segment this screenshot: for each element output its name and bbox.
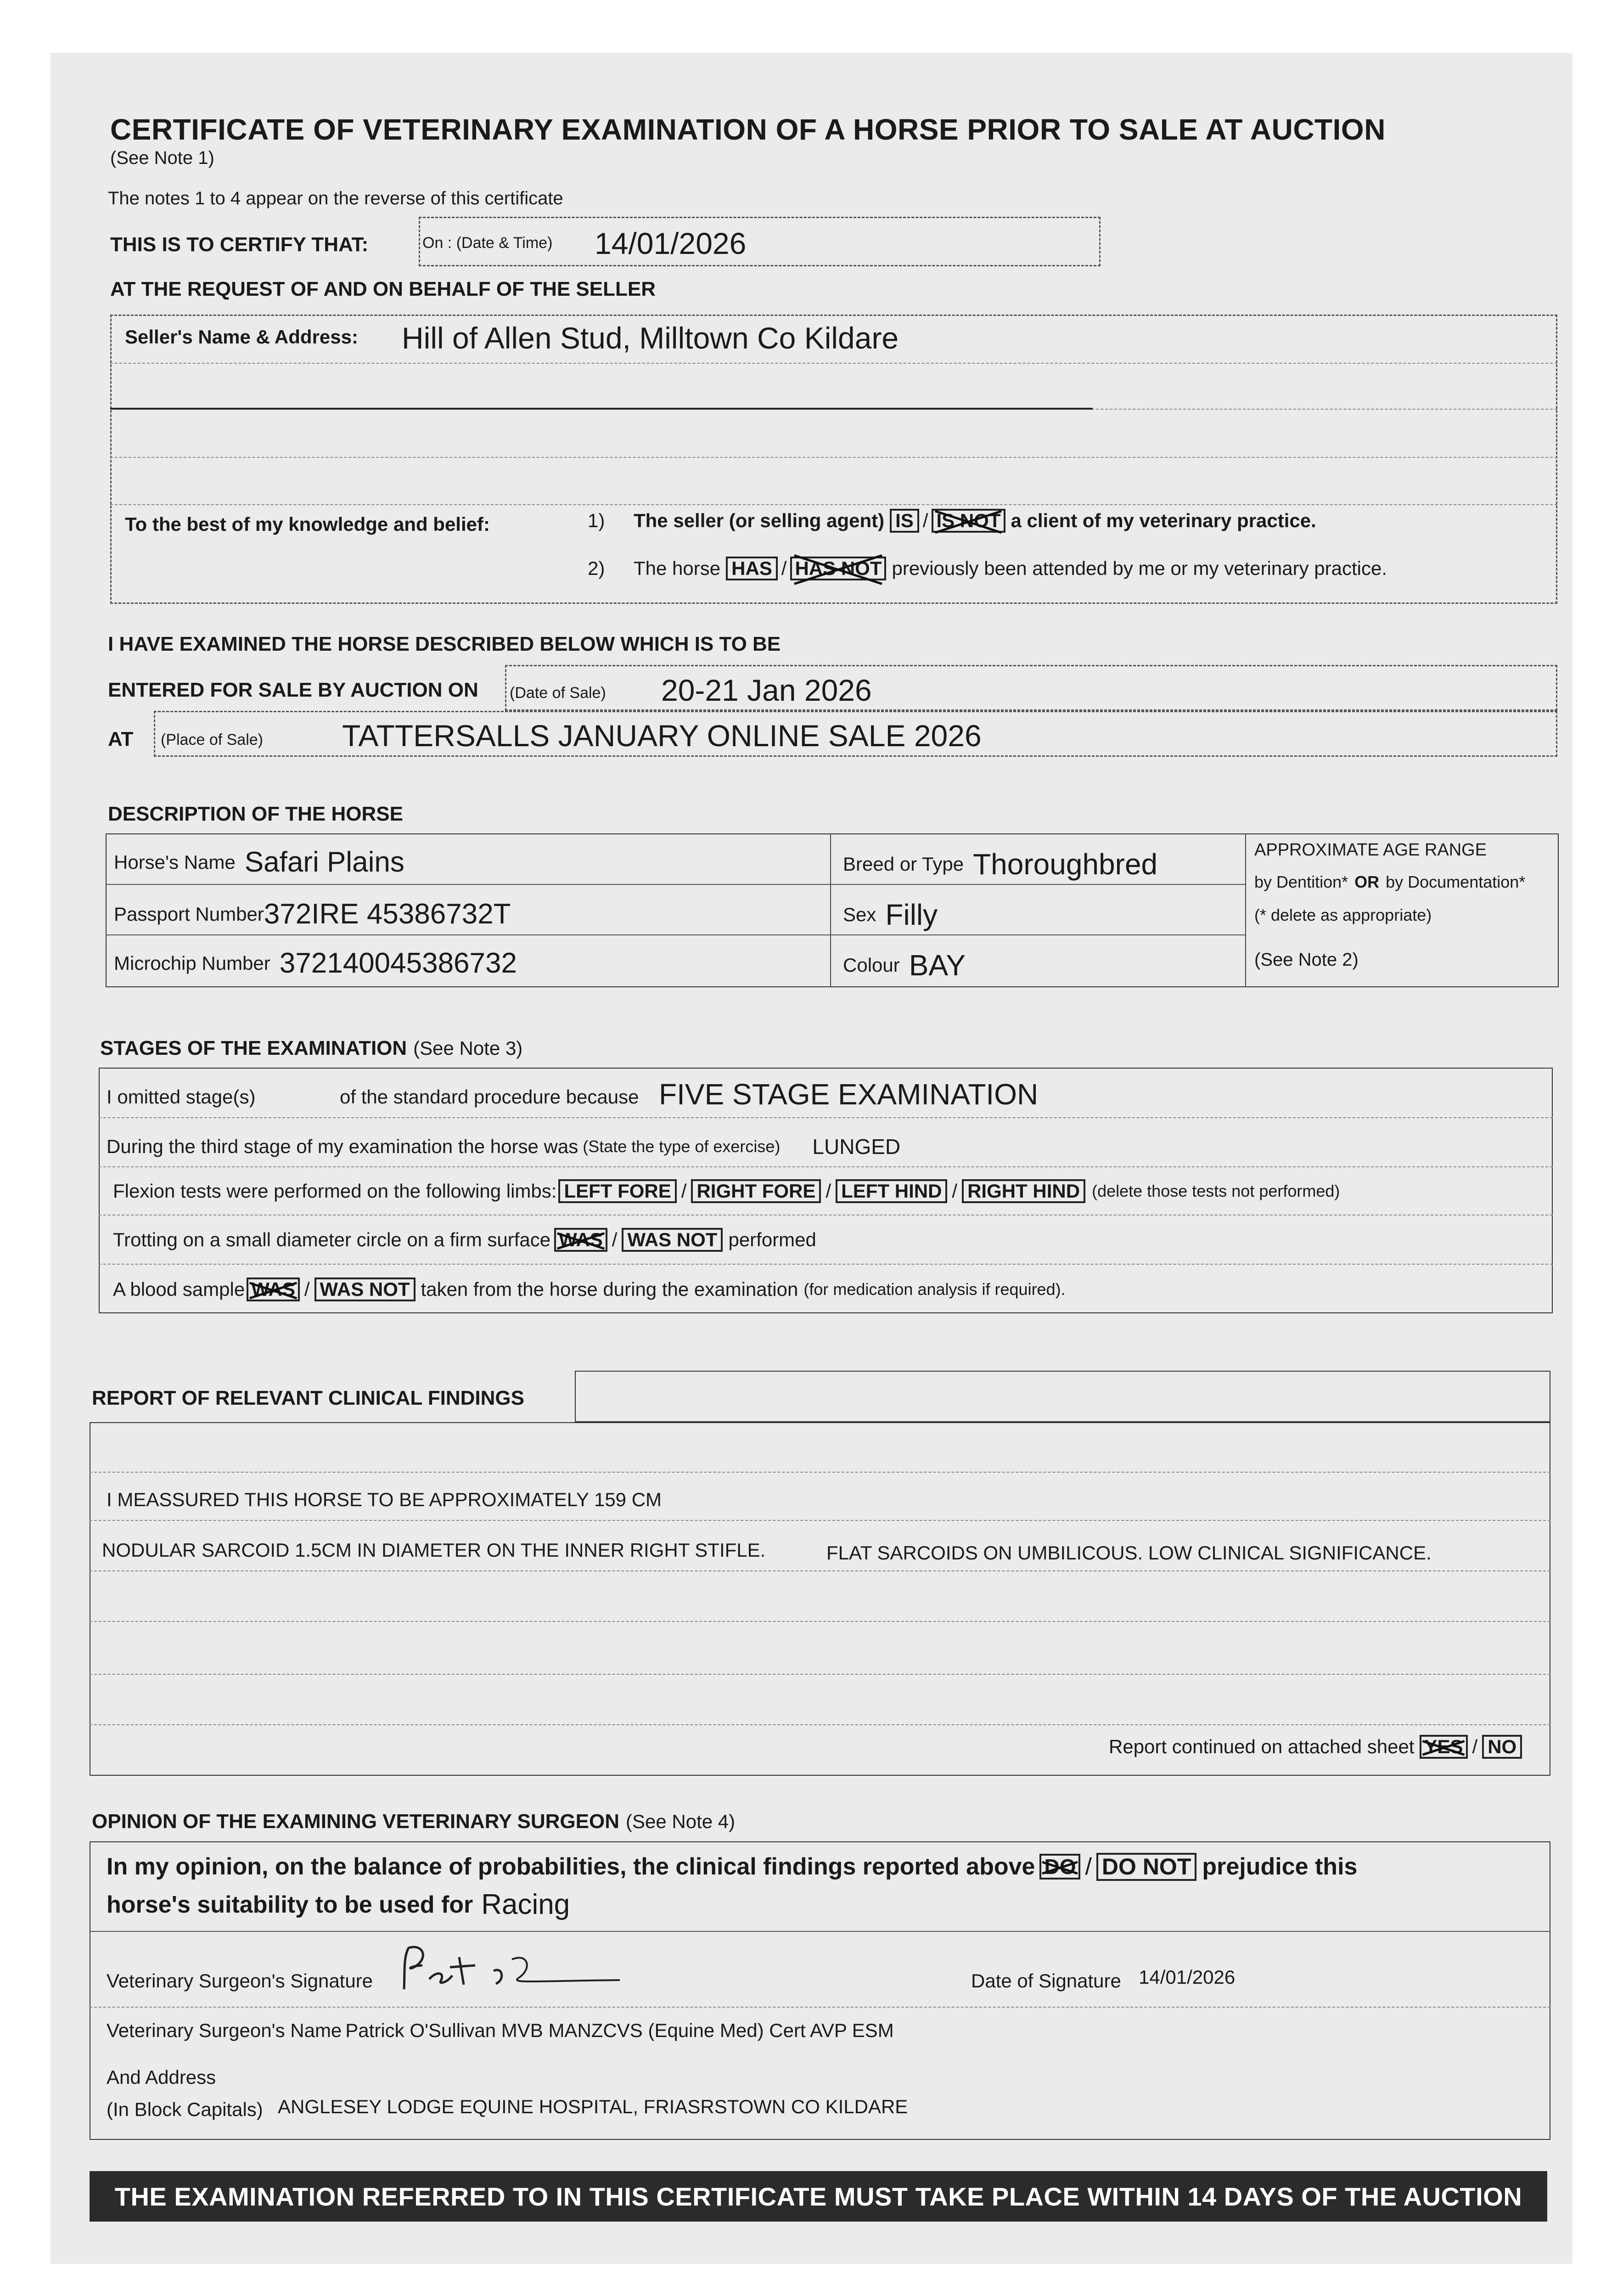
breed-value[interactable]: Thoroughbred (973, 848, 1158, 881)
opinion-line-1 (107, 1853, 1357, 1881)
third-stage-row (107, 1134, 900, 1159)
report-continued-row (1109, 1735, 1522, 1759)
flexion-label: Flexion tests were performed on the following limbs: (113, 1180, 557, 1202)
attended-has-option[interactable]: HAS (726, 557, 778, 580)
omitted-mid: of the standard procedure because (340, 1086, 639, 1108)
report-line-1[interactable]: I MEASSURED THIS HORSE TO BE APPROXIMATELY 159 CM (107, 1489, 662, 1510)
statement-1 (588, 509, 1316, 533)
breed-label: Breed or Type (843, 853, 964, 875)
client-isnot-option[interactable]: IS NOT (932, 509, 1005, 533)
certify-label: THIS IS TO CERTIFY THAT: (110, 233, 369, 256)
omitted-value[interactable]: FIVE STAGE EXAMINATION (659, 1078, 1039, 1111)
third-stage-small: (State the type of exercise) (583, 1137, 781, 1156)
surgeon-name-row (107, 2020, 894, 2042)
blood-suffix: taken from the horse during the examination (421, 1278, 798, 1300)
colour-value[interactable]: BAY (909, 949, 966, 982)
stages-heading-row (100, 1037, 522, 1060)
horse-name-label: Horse's Name (114, 851, 236, 873)
sep: / (826, 1180, 831, 1202)
colour-label: Colour (843, 954, 900, 976)
passport-value[interactable]: 372IRE 45386732T (264, 898, 511, 930)
opinion-heading: OPINION OF THE EXAMINING VETERINARY SURGEON (92, 1810, 620, 1833)
opinion-donot-option[interactable]: DO NOT (1096, 1853, 1196, 1881)
continued-no-option[interactable]: NO (1482, 1735, 1522, 1759)
blood-was-option[interactable]: WAS (247, 1277, 300, 1301)
statement-2-prefix: The horse (634, 557, 721, 580)
opinion-text-a: In my opinion, on the balance of probabilities, the clinical findings reported above (107, 1853, 1035, 1880)
trotting-label: Trotting on a small diameter circle on a firm surface (113, 1229, 551, 1251)
seller-label: Seller's Name & Address: (125, 326, 358, 348)
flexion-note: (delete those tests not performed) (1092, 1182, 1340, 1201)
third-stage-label: During the third stage of my examination the horse was (107, 1136, 578, 1157)
report-header-box (575, 1371, 1550, 1422)
age-see-note: (See Note 2) (1254, 950, 1359, 970)
statement-1-prefix: The seller (or selling agent) (634, 510, 885, 532)
opinion-note: (See Note 4) (626, 1811, 736, 1832)
age-or: OR (1354, 872, 1380, 891)
description-heading: DESCRIPTION OF THE HORSE (108, 803, 403, 825)
attended-hasnot-option[interactable]: HAS NOT (790, 557, 886, 580)
statement-1-num: 1) (588, 510, 605, 532)
surgeon-name-label: Veterinary Surgeon's Name (107, 2020, 342, 2041)
report-line-2b[interactable]: FLAT SARCOIDS ON UMBILICOUS. LOW CLINICAL SIGNIFICANCE. (826, 1542, 1432, 1564)
examined-line: I HAVE EXAMINED THE HORSE DESCRIBED BELOW WHICH IS TO BE (108, 633, 781, 655)
breed-row (843, 847, 1157, 881)
sep: / (612, 1229, 618, 1251)
address-label: And Address (107, 2066, 216, 2088)
opinion-do-option[interactable]: DO (1039, 1854, 1080, 1880)
sale-date-value[interactable]: 20-21 Jan 2026 (661, 673, 872, 707)
sale-date-label: (Date of Sale) (510, 684, 606, 702)
limb-right-hind[interactable]: RIGHT HIND (962, 1179, 1085, 1203)
see-note-1: (See Note 1) (110, 148, 214, 168)
opinion-purpose[interactable]: Racing (481, 1889, 570, 1920)
sex-value[interactable]: Filly (885, 898, 938, 931)
blood-wasnot-option[interactable]: WAS NOT (314, 1277, 416, 1301)
blood-label: A blood sample (113, 1278, 245, 1300)
certificate-title: CERTIFICATE OF VETERINARY EXAMINATION OF A HORSE PRIOR TO SALE AT AUCTION (110, 113, 1386, 146)
passport-row (114, 898, 511, 930)
report-line-2a[interactable]: NODULAR SARCOID 1.5CM IN DIAMETER ON THE INNER RIGHT STIFLE. (102, 1539, 766, 1561)
signature-graphic (395, 1939, 634, 1998)
sale-place-label: (Place of Sale) (161, 731, 263, 748)
sep: / (781, 557, 787, 580)
age-heading: APPROXIMATE AGE RANGE (1254, 840, 1487, 860)
report-heading: REPORT OF RELEVANT CLINICAL FINDINGS (92, 1387, 524, 1409)
sex-row (843, 898, 938, 932)
opinion-heading-row (92, 1810, 735, 1833)
report-box (90, 1422, 1550, 1776)
age-by-dentition[interactable]: by Dentition* (1254, 872, 1348, 891)
date-signature-value[interactable]: 14/01/2026 (1139, 1966, 1236, 1988)
at-label: AT (108, 728, 134, 750)
statement-2-suffix: previously been attended by me or my veterinary practice. (892, 557, 1387, 580)
sep: / (922, 510, 928, 532)
address-value[interactable]: ANGLESEY LODGE EQUINE HOSPITAL, FRIASRSTOWN CO KILDARE (278, 2096, 908, 2117)
blood-row (113, 1277, 1066, 1301)
horse-name-row (114, 846, 404, 878)
date-signature-label: Date of Signature (971, 1970, 1121, 1992)
report-continued-label: Report continued on attached sheet (1109, 1736, 1415, 1758)
microchip-label: Microchip Number (114, 952, 270, 974)
continued-yes-option[interactable]: YES (1420, 1735, 1467, 1759)
age-method (1254, 872, 1525, 892)
sep: / (681, 1180, 687, 1202)
colour-row (843, 948, 966, 982)
blood-note: (for medication analysis if required). (803, 1280, 1066, 1299)
client-is-option[interactable]: IS (890, 509, 919, 533)
on-date-label: On : (Date & Time) (422, 234, 553, 252)
sale-place-value[interactable]: TATTERSALLS JANUARY ONLINE SALE 2026 (342, 719, 982, 753)
limb-left-hind[interactable]: LEFT HIND (836, 1179, 947, 1203)
microchip-value[interactable]: 372140045386732 (279, 947, 517, 979)
third-stage-value[interactable]: LUNGED (812, 1135, 901, 1159)
address-label-2: (In Block Capitals) (107, 2099, 263, 2120)
flexion-row (113, 1179, 1340, 1203)
surgeon-name-value[interactable]: Patrick O'Sullivan MVB MANZCVS (Equine Med) Cert AVP ESM (345, 2020, 894, 2041)
knowledge-label: To the best of my knowledge and belief: (125, 513, 490, 535)
seller-value[interactable]: Hill of Allen Stud, Milltown Co Kildare (402, 321, 899, 355)
opinion-line-2 (107, 1888, 570, 1921)
trotting-suffix: performed (728, 1229, 816, 1251)
footer-banner: THE EXAMINATION REFERRED TO IN THIS CERTIFICATE MUST TAKE PLACE WITHIN 14 DAYS OF THE AUCTION (90, 2171, 1547, 2222)
statement-1-suffix: a client of my veterinary practice. (1011, 510, 1316, 532)
trot-wasnot-option[interactable]: WAS NOT (622, 1228, 723, 1252)
stages-note: (See Note 3) (413, 1037, 523, 1059)
notes-reverse: The notes 1 to 4 appear on the reverse of this certificate (108, 188, 563, 208)
opinion-text-b: prejudice this (1202, 1853, 1358, 1880)
opinion-text-c: horse's suitability to be used for (107, 1891, 473, 1918)
limb-right-fore[interactable]: RIGHT FORE (691, 1179, 821, 1203)
statement-2 (588, 557, 1387, 580)
passport-label: Passport Number (114, 903, 264, 925)
sep: / (1472, 1736, 1478, 1758)
request-label: AT THE REQUEST OF AND ON BEHALF OF THE SELLER (110, 278, 656, 300)
entered-label: ENTERED FOR SALE BY AUCTION ON (108, 679, 478, 701)
sep: / (304, 1278, 310, 1300)
age-by-documentation[interactable]: by Documentation* (1386, 872, 1526, 891)
omitted-label: I omitted stage(s) (107, 1086, 256, 1108)
age-delete-note: (* delete as appropriate) (1254, 906, 1432, 924)
trot-was-option[interactable]: WAS (554, 1228, 607, 1252)
stages-heading: STAGES OF THE EXAMINATION (100, 1037, 407, 1059)
sep: / (1085, 1853, 1092, 1880)
statement-2-num: 2) (588, 557, 605, 580)
signature-label: Veterinary Surgeon's Signature (107, 1970, 373, 1992)
horse-name-value[interactable]: Safari Plains (244, 846, 404, 878)
trotting-row (113, 1228, 816, 1252)
on-date-value[interactable]: 14/01/2026 (595, 226, 747, 260)
sex-label: Sex (843, 904, 876, 925)
microchip-row (114, 947, 517, 979)
sep: / (952, 1180, 958, 1202)
limb-left-fore[interactable]: LEFT FORE (558, 1179, 676, 1203)
